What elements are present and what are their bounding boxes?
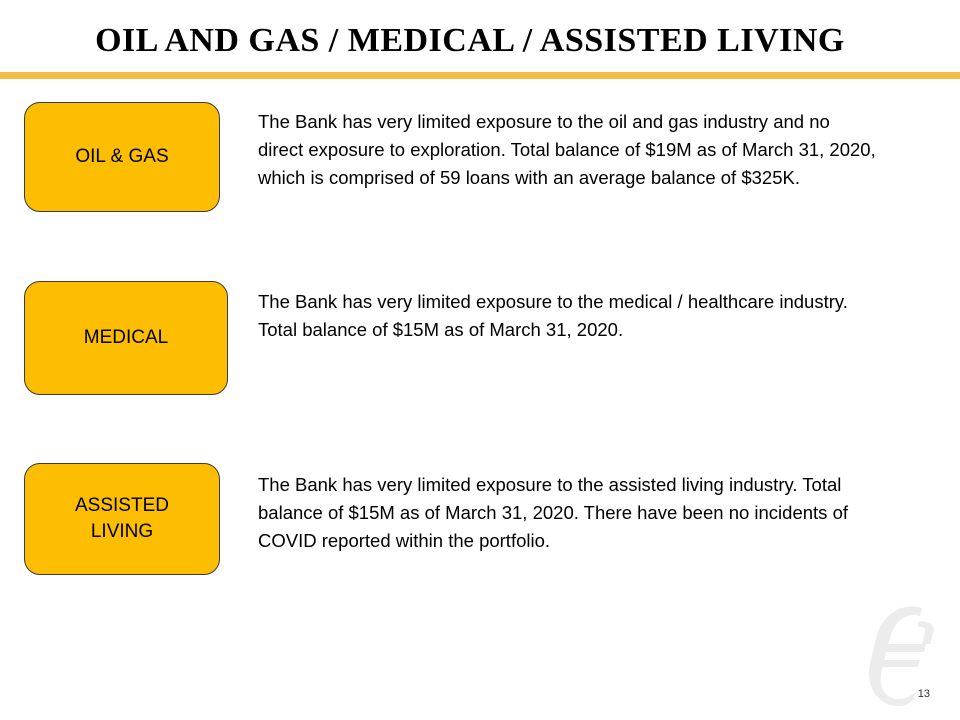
category-box-oil-gas bbox=[24, 102, 220, 212]
slide-title: OIL AND GAS / MEDICAL / ASSISTED LIVING bbox=[95, 22, 845, 59]
description-medical: The Bank has very limited exposure to the medical / healthcare industry. Total balance of $15M as of March 31, 2020. bbox=[258, 291, 848, 340]
category-label-oil-gas: OIL & GAS bbox=[75, 146, 169, 168]
description-oil-gas: The Bank has very limited exposure to the oil and gas industry and no direct exposure to exploration. Total balance of $19M as of March 31, 2020, which is comprised of 59 loans with an average balance of $325K. bbox=[258, 111, 876, 188]
category-label-assisted-living: ASSISTED LIVING bbox=[75, 495, 169, 542]
title-underline bbox=[0, 72, 960, 79]
category-label-medical: MEDICAL bbox=[83, 327, 169, 349]
page-number: 13 bbox=[917, 688, 930, 700]
category-box-assisted-living bbox=[24, 463, 220, 575]
description-assisted-living: The Bank has very limited exposure to the assisted living industry. Total balance of $15M as of March 31, 2020. There have been no incidents of COVID reported within the portfolio. bbox=[258, 474, 848, 551]
category-box-medical bbox=[24, 281, 228, 395]
